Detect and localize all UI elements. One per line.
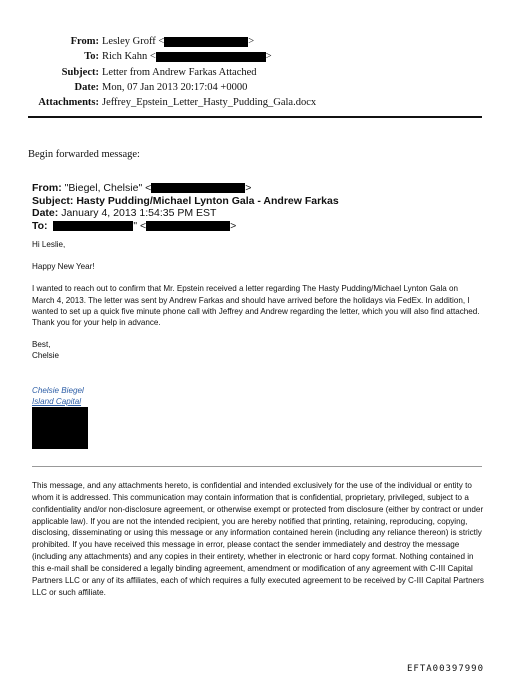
redaction-box xyxy=(156,52,266,62)
forwarded-to-value: " < > xyxy=(50,220,236,232)
email-header xyxy=(0,34,512,110)
forwarded-subject-label: Subject: xyxy=(32,194,74,207)
forwarded-subject-row xyxy=(32,195,339,208)
header-subject-label: Subject: xyxy=(61,66,99,78)
signature-name: Chelsie Biegel xyxy=(32,386,84,395)
forwarded-from-value: "Biegel, Chelsie" < > xyxy=(64,182,252,194)
header-date-label: Date: xyxy=(74,81,99,93)
signature-redaction-box xyxy=(32,407,88,449)
body-paragraph: I wanted to reach out to confirm that Mr. Epstein received a letter regarding The Hasty Pudding/Michael Lynton Gala on March 4, 2013. The letter was sent by Andrew Farkas and should have arrived before the holidays via FedEx. In addition, I wanted to set up a quick five minute phone call with Jeffrey and Andrew regarding the letter, which you will also find attached. Thank you for your help in advance. xyxy=(32,284,480,328)
forwarded-date-value: January 4, 2013 1:54:35 PM EST xyxy=(61,207,217,219)
greeting-text: Hi Leslie, xyxy=(32,240,66,249)
disclaimer-divider xyxy=(32,466,482,467)
new-year-text: Happy New Year! xyxy=(32,262,95,272)
forwarded-to-label: To: xyxy=(32,219,48,232)
redaction-box xyxy=(164,37,248,47)
header-from-value: Lesley Groff < > xyxy=(102,36,255,47)
header-subject-row xyxy=(0,65,512,80)
header-date-value: Mon, 07 Jan 2013 20:17:04 +0000 xyxy=(102,81,248,93)
forwarded-header xyxy=(32,182,339,232)
confidentiality-disclaimer: This message, and any attachments hereto, is confidential and intended exclusively for the use of the individual or entity to whom it is addressed. This communication may contain information that is confidential, proprietary, privileged, subject to a confidentiality and/or non-disclosure agreement, or otherwise exempt or protected from disclosure (either by contract or under applicable law). If you are not the intended recipient, you are hereby notified that printing, retaining, reproducing, copying, disclosing, disseminating or using this message or any information contained herein (including any reliance thereon) is strictly prohibited. If you have received this message in error, please contact the sender immediately and destroy the message (including any attachments) and any copies in their entirety, whether in electronic or hard copy format. Nothing contained in this e-mail shall be considered a legally binding agreement, amendment or modification of any agreement with C-III Capital Partners LLC or any of its affiliates, each of which requires a fully executed agreement to be received by C-III Capital Partners LLC or such affiliate. xyxy=(32,481,484,597)
closing-text: Best, xyxy=(32,340,51,350)
redaction-box xyxy=(53,221,133,231)
header-divider xyxy=(28,116,482,118)
signature-company: Island Capital xyxy=(32,397,82,406)
header-attachments-row xyxy=(0,95,512,110)
signoff-text: Chelsie xyxy=(32,351,59,361)
redaction-box xyxy=(151,183,245,193)
header-to-label: To: xyxy=(84,51,99,63)
forwarded-date-label: Date: xyxy=(32,207,59,219)
forwarded-date-row xyxy=(32,207,339,220)
header-to-value: Rich Kahn < > xyxy=(102,51,272,63)
message-body xyxy=(32,239,482,362)
header-from-row xyxy=(0,34,512,49)
forwarded-subject-value: Hasty Pudding/Michael Lynton Gala - Andrew Farkas xyxy=(76,194,339,207)
forwarded-to-row xyxy=(32,220,339,233)
bates-number: EFTA00397990 xyxy=(407,664,485,674)
header-attachments-value: Jeffrey_Epstein_Letter_Hasty_Pudding_Gala.docx xyxy=(102,97,317,109)
begin-forwarded-label: Begin forwarded message: xyxy=(28,149,140,160)
header-to-row xyxy=(0,49,512,64)
header-from-label: From: xyxy=(70,36,99,47)
redaction-box xyxy=(146,221,230,231)
header-subject-value: Letter from Andrew Farkas Attached xyxy=(102,66,257,78)
header-date-row xyxy=(0,80,512,95)
header-attachments-label: Attachments: xyxy=(38,97,99,109)
forwarded-from-row xyxy=(32,182,339,195)
forwarded-from-label: From: xyxy=(32,182,62,194)
